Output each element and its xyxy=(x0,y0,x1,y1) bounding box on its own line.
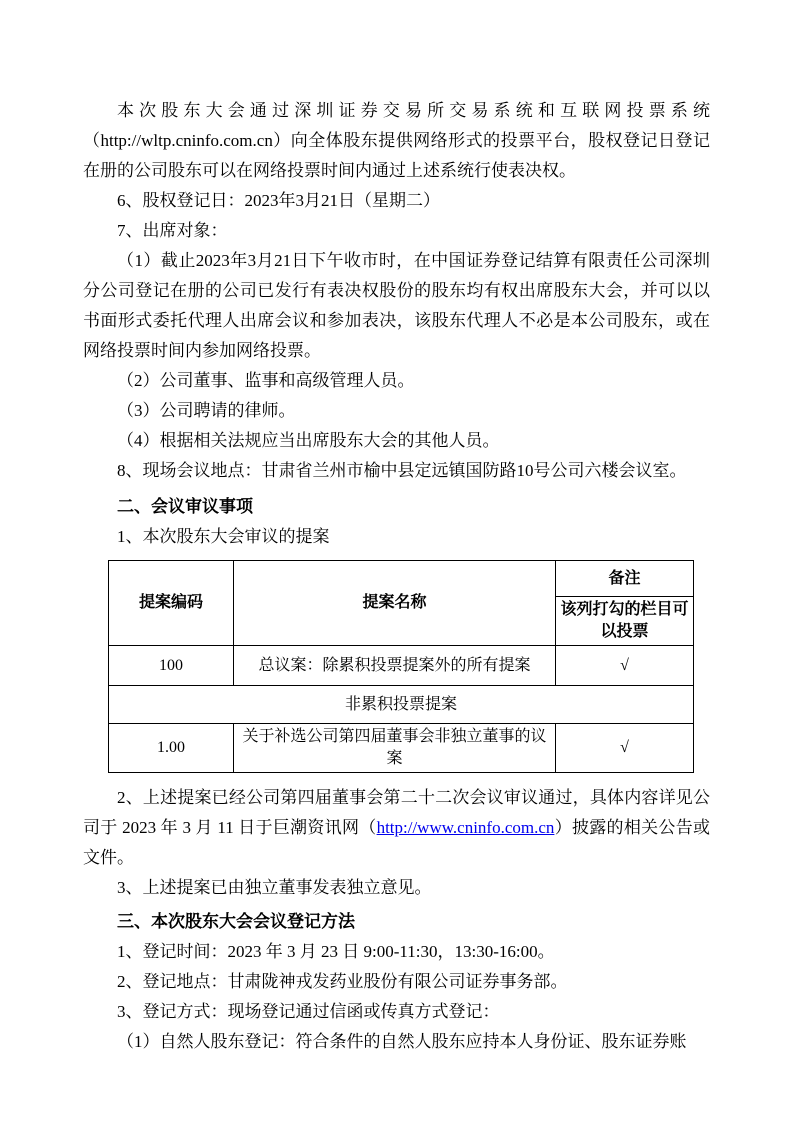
section-2-item-2 xyxy=(83,783,710,873)
section-3-item-2: 2、登记地点：甘肃陇神戎发药业股份有限公司证券事务部。 xyxy=(117,972,568,991)
section-2-item-1: 1、本次股东大会审议的提案 xyxy=(117,527,330,546)
section-3-item-3-1: （1）自然人股东登记：符合条件的自然人股东应持本人身份证、股东证券账 xyxy=(117,1032,687,1051)
section-2-item-2-text-pre: 2、上述提案已经公司第四届董事会第二十二次会议审议通过，具体内容详见公司于 2023 年 3 月 11 日于巨潮资讯网（ xyxy=(83,788,710,837)
section-2-item-3: 3、上述提案已由独立董事发表独立意见。 xyxy=(117,878,432,897)
item-attendees-2: （2）公司董事、监事和高级管理人员。 xyxy=(117,371,415,390)
table-header-proposal-name: 提案名称 xyxy=(234,561,556,646)
cell-proposal-remark-check: √ xyxy=(556,646,694,686)
paragraph-network-voting: 本次股东大会通过深圳证券交易所交易系统和互联网投票系统（http://wltp.cninfo.com.cn）向全体股东提供网络形式的投票平台，股权登记日登记在册的公司股东可以在网络投票时间内通过上述系统行使表决权。 xyxy=(83,101,710,180)
table-row-general-proposal xyxy=(109,646,694,686)
cell-proposal-remark-check: √ xyxy=(556,724,694,773)
cninfo-link[interactable]: http://www.cninfo.com.cn xyxy=(376,818,555,837)
item-meeting-venue: 8、现场会议地点：甘肃省兰州市榆中县定远镇国防路10号公司六楼会议室。 xyxy=(117,461,687,480)
cell-proposal-name: 关于补选公司第四届董事会非独立董事的议案 xyxy=(234,724,556,773)
section-3-item-3: 3、登记方式：现场登记通过信函或传真方式登记： xyxy=(117,1002,500,1021)
proposal-table xyxy=(108,560,694,773)
item-attendees-3: （3）公司聘请的律师。 xyxy=(117,401,296,420)
table-header-remark-sub: 该列打勾的栏目可以投票 xyxy=(556,597,694,646)
section-3-item-1: 1、登记时间：2023 年 3 月 23 日 9:00-11:30，13:30-16:00。 xyxy=(117,942,555,961)
section-3-heading: 三、本次股东大会会议登记方法 xyxy=(117,912,355,931)
table-header-proposal-code: 提案编码 xyxy=(109,561,234,646)
section-2-item-2-text-post: ）披露的相关公告或文件。 xyxy=(83,818,710,867)
cell-proposal-code: 1.00 xyxy=(109,724,234,773)
section-2-heading: 二、会议审议事项 xyxy=(117,497,253,516)
item-record-date: 6、股权登记日：2023年3月21日（星期二） xyxy=(117,191,440,210)
item-attendees-4: （4）根据相关法规应当出席股东大会的其他人员。 xyxy=(117,431,500,450)
item-attendees: 7、出席对象： xyxy=(117,221,228,240)
table-row-proposal-1 xyxy=(109,724,694,773)
item-attendees-1: （1）截止2023年3月21日下午收市时，在中国证券登记结算有限责任公司深圳分公司登记在册的公司已发行有表决权股份的股东均有权出席股东大会，并可以以书面形式委托代理人出席会议和参加表决，该股东代理人不必是本公司股东，或在网络投票时间内参加网络投票。 xyxy=(83,251,710,360)
cell-proposal-code: 100 xyxy=(109,646,234,686)
table-row-section-label xyxy=(109,686,694,724)
cell-proposal-name: 总议案：除累积投票提案外的所有提案 xyxy=(234,646,556,686)
table-header-row xyxy=(109,561,694,597)
table-header-remark: 备注 xyxy=(556,561,694,597)
cell-non-cumulative-label: 非累积投票提案 xyxy=(109,686,694,724)
